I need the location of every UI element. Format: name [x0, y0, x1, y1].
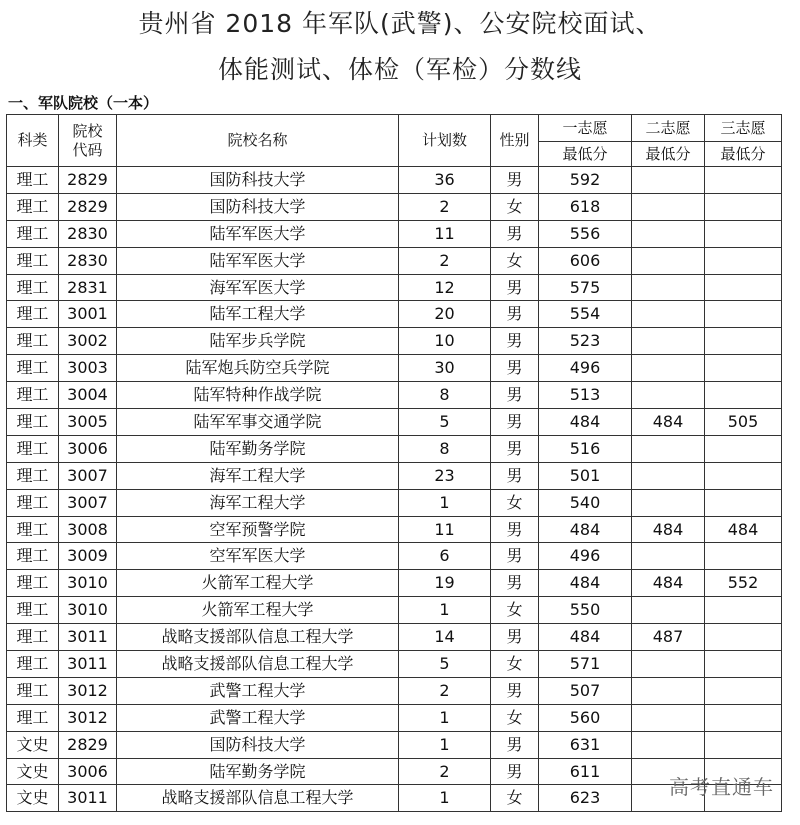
- cell-second-min-score: [632, 704, 705, 731]
- cell-gender: 男: [491, 758, 539, 785]
- cell-third-min-score: [705, 597, 782, 624]
- cell-school-name: 陆军炮兵防空兵学院: [117, 355, 399, 382]
- table-row: [7, 785, 782, 812]
- cell-first-min-score: 623: [539, 785, 632, 812]
- cell-category: 文史: [7, 785, 59, 812]
- cell-third-min-score: [705, 624, 782, 651]
- cell-first-min-score: 618: [539, 193, 632, 220]
- cell-category: 理工: [7, 301, 59, 328]
- cell-first-min-score: 484: [539, 409, 632, 436]
- table-row: [7, 624, 782, 651]
- cell-school-name: 陆军工程大学: [117, 301, 399, 328]
- table-row: [7, 758, 782, 785]
- cell-plan-count: 11: [399, 516, 491, 543]
- cell-school-name: 空军预警学院: [117, 516, 399, 543]
- cell-first-min-score: 496: [539, 543, 632, 570]
- cell-code: 3012: [59, 704, 117, 731]
- cell-plan-count: 1: [399, 489, 491, 516]
- cell-school-name: 海军工程大学: [117, 489, 399, 516]
- cell-plan-count: 12: [399, 274, 491, 301]
- cell-category: 理工: [7, 543, 59, 570]
- cell-first-min-score: 501: [539, 462, 632, 489]
- cell-code: 3001: [59, 301, 117, 328]
- cell-second-min-score: [632, 301, 705, 328]
- cell-plan-count: 10: [399, 328, 491, 355]
- cell-code: 3006: [59, 435, 117, 462]
- table-row: [7, 167, 782, 194]
- cell-gender: 男: [491, 167, 539, 194]
- cell-code: 3005: [59, 409, 117, 436]
- cell-code: 2829: [59, 167, 117, 194]
- cell-second-min-score: [632, 677, 705, 704]
- table-row: [7, 570, 782, 597]
- cell-category: 理工: [7, 409, 59, 436]
- cell-school-name: 武警工程大学: [117, 704, 399, 731]
- cell-plan-count: 1: [399, 785, 491, 812]
- cell-gender: 男: [491, 435, 539, 462]
- cell-plan-count: 23: [399, 462, 491, 489]
- cell-second-min-score: [632, 382, 705, 409]
- cell-first-min-score: 496: [539, 355, 632, 382]
- cell-category: 文史: [7, 758, 59, 785]
- cell-third-min-score: [705, 462, 782, 489]
- cell-gender: 女: [491, 785, 539, 812]
- cell-code: 2830: [59, 220, 117, 247]
- cell-third-min-score: 505: [705, 409, 782, 436]
- cell-second-min-score: [632, 328, 705, 355]
- document-title-line-1: 贵州省 2018 年军队(武警)、公安院校面试、: [138, 9, 662, 38]
- cell-second-min-score: [632, 435, 705, 462]
- cell-third-min-score: [705, 382, 782, 409]
- cell-second-min-score: 484: [632, 409, 705, 436]
- cell-plan-count: 19: [399, 570, 491, 597]
- cell-plan-count: 2: [399, 247, 491, 274]
- cell-category: 理工: [7, 462, 59, 489]
- cell-second-min-score: [632, 462, 705, 489]
- cell-first-min-score: 592: [539, 167, 632, 194]
- header-plan-count: 计划数: [399, 115, 491, 167]
- cell-category: 理工: [7, 489, 59, 516]
- table-row: [7, 651, 782, 678]
- cell-code: 3011: [59, 624, 117, 651]
- cell-first-min-score: 540: [539, 489, 632, 516]
- cell-code: 3009: [59, 543, 117, 570]
- cell-plan-count: 14: [399, 624, 491, 651]
- cell-plan-count: 1: [399, 597, 491, 624]
- header-first-choice: 一志愿: [539, 115, 632, 142]
- table-row: [7, 597, 782, 624]
- cell-first-min-score: 554: [539, 301, 632, 328]
- cell-plan-count: 36: [399, 167, 491, 194]
- table-row: [7, 409, 782, 436]
- cell-gender: 男: [491, 516, 539, 543]
- cell-school-name: 陆军军医大学: [117, 247, 399, 274]
- score-table: [6, 114, 782, 812]
- cell-second-min-score: [632, 274, 705, 301]
- cell-first-min-score: 556: [539, 220, 632, 247]
- cell-school-name: 战略支援部队信息工程大学: [117, 785, 399, 812]
- cell-category: 理工: [7, 167, 59, 194]
- cell-school-name: 武警工程大学: [117, 677, 399, 704]
- header-category: 科类: [7, 115, 59, 167]
- cell-third-min-score: [705, 489, 782, 516]
- cell-plan-count: 20: [399, 301, 491, 328]
- cell-first-min-score: 516: [539, 435, 632, 462]
- cell-code: 3002: [59, 328, 117, 355]
- cell-plan-count: 8: [399, 435, 491, 462]
- cell-gender: 男: [491, 462, 539, 489]
- cell-category: 理工: [7, 570, 59, 597]
- cell-category: 理工: [7, 624, 59, 651]
- cell-third-min-score: [705, 731, 782, 758]
- cell-second-min-score: [632, 731, 705, 758]
- cell-code: 2830: [59, 247, 117, 274]
- cell-code: 3003: [59, 355, 117, 382]
- cell-code: 3007: [59, 489, 117, 516]
- cell-second-min-score: 484: [632, 516, 705, 543]
- cell-code: 3007: [59, 462, 117, 489]
- cell-school-name: 陆军军事交通学院: [117, 409, 399, 436]
- cell-third-min-score: [705, 247, 782, 274]
- cell-second-min-score: [632, 167, 705, 194]
- table-row: [7, 220, 782, 247]
- table-row: [7, 193, 782, 220]
- cell-third-min-score: [705, 274, 782, 301]
- cell-school-name: 战略支援部队信息工程大学: [117, 651, 399, 678]
- cell-code: 3011: [59, 785, 117, 812]
- cell-gender: 男: [491, 570, 539, 597]
- cell-code: 3010: [59, 597, 117, 624]
- cell-code: 2829: [59, 731, 117, 758]
- cell-school-name: 陆军勤务学院: [117, 758, 399, 785]
- cell-third-min-score: [705, 328, 782, 355]
- table-row: [7, 274, 782, 301]
- cell-plan-count: 8: [399, 382, 491, 409]
- cell-first-min-score: 507: [539, 677, 632, 704]
- cell-gender: 女: [491, 193, 539, 220]
- header-third-min-score: 最低分: [705, 142, 782, 167]
- cell-third-min-score: [705, 543, 782, 570]
- cell-first-min-score: 523: [539, 328, 632, 355]
- table-row: [7, 731, 782, 758]
- table-row: [7, 355, 782, 382]
- cell-category: 理工: [7, 328, 59, 355]
- cell-first-min-score: 631: [539, 731, 632, 758]
- cell-gender: 男: [491, 274, 539, 301]
- cell-category: 理工: [7, 220, 59, 247]
- cell-gender: 男: [491, 301, 539, 328]
- cell-plan-count: 2: [399, 758, 491, 785]
- cell-gender: 男: [491, 328, 539, 355]
- cell-first-min-score: 484: [539, 570, 632, 597]
- cell-first-min-score: 571: [539, 651, 632, 678]
- cell-second-min-score: [632, 597, 705, 624]
- cell-plan-count: 1: [399, 704, 491, 731]
- cell-gender: 男: [491, 731, 539, 758]
- cell-code: 2829: [59, 193, 117, 220]
- cell-category: 理工: [7, 651, 59, 678]
- document-title-line-2: 体能测试、体检（军检）分数线: [217, 55, 582, 84]
- cell-category: 理工: [7, 355, 59, 382]
- cell-gender: 男: [491, 220, 539, 247]
- cell-code: 3012: [59, 677, 117, 704]
- cell-second-min-score: [632, 355, 705, 382]
- section-heading: 一、军队院校（一本）: [8, 94, 159, 112]
- cell-second-min-score: [632, 247, 705, 274]
- cell-third-min-score: [705, 677, 782, 704]
- header-second-min-score: 最低分: [632, 142, 705, 167]
- cell-category: 理工: [7, 247, 59, 274]
- cell-category: 文史: [7, 731, 59, 758]
- cell-school-name: 空军军医大学: [117, 543, 399, 570]
- cell-gender: 女: [491, 489, 539, 516]
- cell-second-min-score: [632, 543, 705, 570]
- cell-third-min-score: [705, 193, 782, 220]
- cell-school-name: 国防科技大学: [117, 193, 399, 220]
- cell-school-name: 陆军特种作战学院: [117, 382, 399, 409]
- cell-gender: 男: [491, 624, 539, 651]
- cell-gender: 男: [491, 543, 539, 570]
- cell-second-min-score: 484: [632, 570, 705, 597]
- header-gender: 性别: [491, 115, 539, 167]
- cell-category: 理工: [7, 193, 59, 220]
- cell-third-min-score: [705, 704, 782, 731]
- cell-school-name: 陆军军医大学: [117, 220, 399, 247]
- cell-plan-count: 5: [399, 651, 491, 678]
- cell-gender: 男: [491, 409, 539, 436]
- cell-plan-count: 11: [399, 220, 491, 247]
- cell-second-min-score: [632, 193, 705, 220]
- cell-first-min-score: 550: [539, 597, 632, 624]
- cell-gender: 女: [491, 247, 539, 274]
- cell-school-name: 战略支援部队信息工程大学: [117, 624, 399, 651]
- cell-third-min-score: 552: [705, 570, 782, 597]
- cell-school-name: 国防科技大学: [117, 167, 399, 194]
- header-second-choice: 二志愿: [632, 115, 705, 142]
- cell-gender: 女: [491, 597, 539, 624]
- cell-third-min-score: 484: [705, 516, 782, 543]
- table-row: [7, 543, 782, 570]
- cell-first-min-score: 484: [539, 516, 632, 543]
- cell-school-name: 海军工程大学: [117, 462, 399, 489]
- cell-third-min-score: [705, 355, 782, 382]
- cell-third-min-score: [705, 167, 782, 194]
- cell-first-min-score: 606: [539, 247, 632, 274]
- cell-school-name: 国防科技大学: [117, 731, 399, 758]
- table-row: [7, 382, 782, 409]
- cell-category: 理工: [7, 382, 59, 409]
- cell-second-min-score: [632, 220, 705, 247]
- cell-first-min-score: 611: [539, 758, 632, 785]
- cell-first-min-score: 513: [539, 382, 632, 409]
- table-row: [7, 435, 782, 462]
- cell-school-name: 火箭军工程大学: [117, 570, 399, 597]
- cell-third-min-score: [705, 435, 782, 462]
- cell-second-min-score: 487: [632, 624, 705, 651]
- table-row: [7, 489, 782, 516]
- cell-category: 理工: [7, 274, 59, 301]
- cell-school-name: 火箭军工程大学: [117, 597, 399, 624]
- cell-gender: 女: [491, 704, 539, 731]
- cell-first-min-score: 575: [539, 274, 632, 301]
- cell-plan-count: 1: [399, 731, 491, 758]
- cell-school-name: 海军军医大学: [117, 274, 399, 301]
- cell-plan-count: 2: [399, 193, 491, 220]
- cell-plan-count: 5: [399, 409, 491, 436]
- cell-school-name: 陆军勤务学院: [117, 435, 399, 462]
- table-row: [7, 301, 782, 328]
- cell-plan-count: 2: [399, 677, 491, 704]
- header-school-name: 院校名称: [117, 115, 399, 167]
- cell-code: 3004: [59, 382, 117, 409]
- header-third-choice: 三志愿: [705, 115, 782, 142]
- cell-category: 理工: [7, 435, 59, 462]
- cell-second-min-score: [632, 489, 705, 516]
- table-row: [7, 247, 782, 274]
- watermark: 高考直通车: [669, 775, 774, 799]
- cell-third-min-score: [705, 220, 782, 247]
- cell-category: 理工: [7, 516, 59, 543]
- cell-code: 3010: [59, 570, 117, 597]
- table-row: [7, 516, 782, 543]
- cell-code: 3008: [59, 516, 117, 543]
- cell-code: 3011: [59, 651, 117, 678]
- cell-plan-count: 6: [399, 543, 491, 570]
- cell-third-min-score: [705, 651, 782, 678]
- cell-gender: 男: [491, 382, 539, 409]
- cell-first-min-score: 484: [539, 624, 632, 651]
- cell-code: 3006: [59, 758, 117, 785]
- cell-category: 理工: [7, 704, 59, 731]
- cell-gender: 男: [491, 677, 539, 704]
- cell-third-min-score: [705, 301, 782, 328]
- cell-school-name: 陆军步兵学院: [117, 328, 399, 355]
- cell-plan-count: 30: [399, 355, 491, 382]
- cell-category: 理工: [7, 677, 59, 704]
- table-row: [7, 704, 782, 731]
- table-row: [7, 462, 782, 489]
- table-row: [7, 677, 782, 704]
- header-first-min-score: 最低分: [539, 142, 632, 167]
- cell-gender: 男: [491, 355, 539, 382]
- cell-first-min-score: 560: [539, 704, 632, 731]
- cell-category: 理工: [7, 597, 59, 624]
- cell-gender: 女: [491, 651, 539, 678]
- table-row: [7, 328, 782, 355]
- header-code: 院校 代码: [59, 115, 117, 167]
- cell-second-min-score: [632, 651, 705, 678]
- cell-code: 2831: [59, 274, 117, 301]
